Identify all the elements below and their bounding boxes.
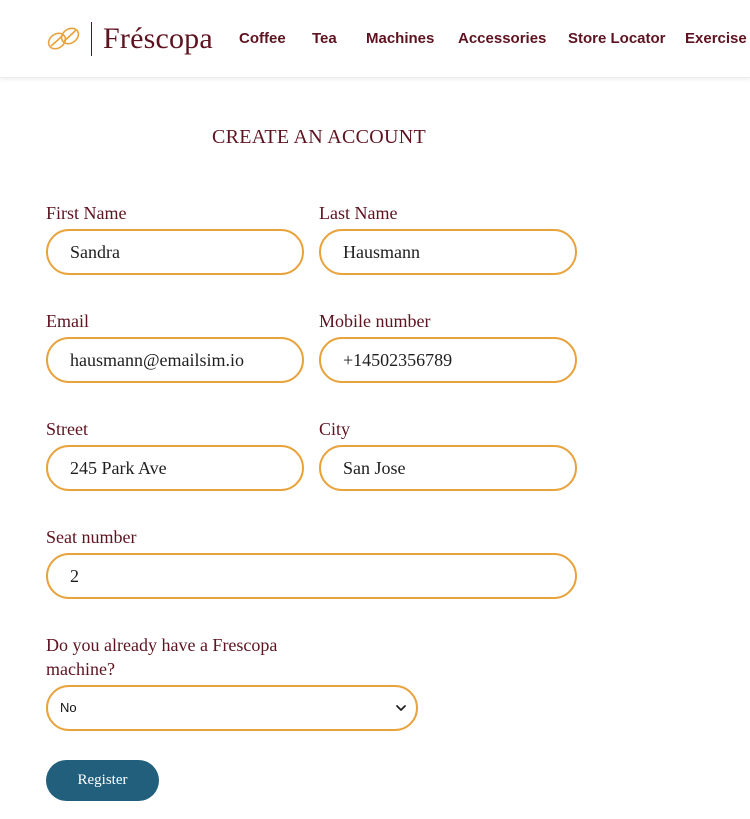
mobile-number-label: Mobile number: [319, 311, 431, 331]
coffee-beans-icon[interactable]: [46, 24, 82, 54]
nav-item-accessories[interactable]: Accessories: [458, 30, 547, 47]
nav-item-store-locator[interactable]: Store Locator: [568, 30, 666, 47]
chevron-down-icon: [395, 702, 407, 714]
page-title: CREATE AN ACCOUNT: [212, 126, 427, 148]
mobile-number-field[interactable]: [319, 337, 577, 383]
last-name-label: Last Name: [319, 203, 398, 223]
last-name-field[interactable]: [319, 229, 577, 275]
seat-number-field[interactable]: [46, 553, 577, 599]
street-field[interactable]: [46, 445, 304, 491]
site-header: [0, 0, 750, 78]
seat-number-label: Seat number: [46, 527, 137, 547]
logo-divider: [91, 22, 92, 56]
city-field[interactable]: [319, 445, 577, 491]
machine-question-label: Do you already have a Frescopa machine?: [46, 635, 278, 679]
machine-select-value: No: [60, 700, 77, 715]
nav-item-coffee[interactable]: Coffee: [239, 30, 286, 47]
machine-select[interactable]: [46, 685, 418, 731]
city-label: City: [319, 419, 351, 439]
first-name-label: First Name: [46, 203, 127, 223]
email-field[interactable]: [46, 337, 304, 383]
brand-logo-text[interactable]: Fréscopa: [103, 22, 213, 55]
street-label: Street: [46, 419, 88, 439]
nav-item-exercise[interactable]: Exercise: [685, 30, 747, 47]
nav-item-tea[interactable]: Tea: [312, 30, 337, 47]
nav-item-machines[interactable]: Machines: [366, 30, 435, 47]
register-button[interactable]: Register: [46, 760, 159, 801]
first-name-field[interactable]: [46, 229, 304, 275]
email-label: Email: [46, 311, 89, 331]
